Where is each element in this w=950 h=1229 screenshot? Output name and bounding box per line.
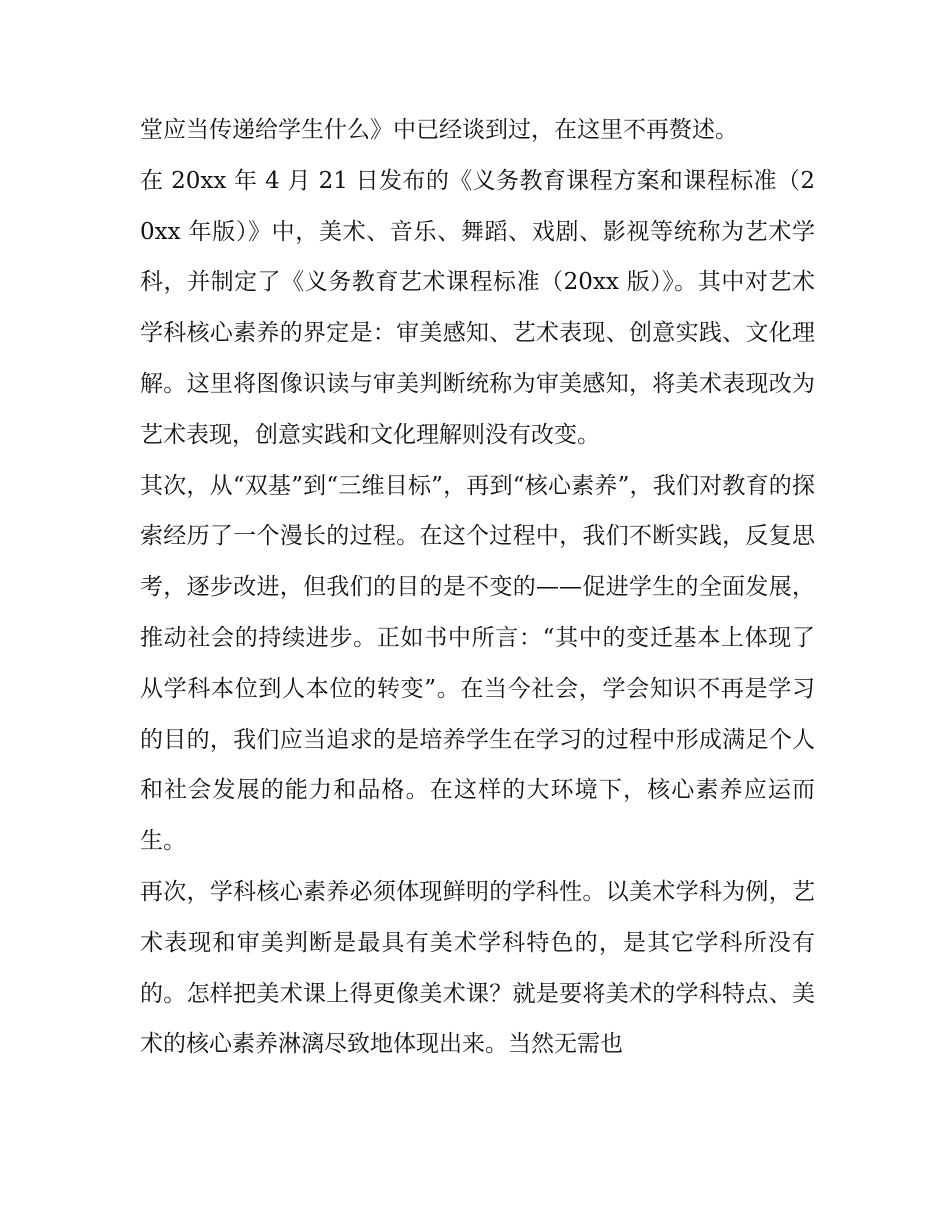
paragraph-curriculum-standard: 在 20xx 年 4 月 21 日发布的《义务教育课程方案和课程标准（20xx 年版）》中，美术、音乐、舞蹈、戏剧、影视等统称为艺术学科，并制定了《义务教育艺术课程标准（20xx 版）》。其中对艺术学科核心素养的界定是：审美感知、艺术表现、创意实践、文化理解。这里将图像识读与审美判断统称为审美感知，将美术表现改为艺术表现，创意实践和文化理解则没有改变。 — [140, 167, 815, 448]
document-body — [140, 105, 815, 1070]
paragraph-third-point: 再次，学科核心素养必须体现鲜明的学科性。以美术学科为例，艺术表现和审美判断是最具有美术学科特色的，是其它学科所没有的。怎样把美术课上得更像美术课？就是要将美术的学科特点、美术的核心素养淋漓尽致地体现出来。当然无需也 — [140, 878, 815, 1058]
paragraph-second-point: 其次，从“双基”到“三维目标”，再到“核心素养”，我们对教育的探索经历了一个漫长的过程。在这个过程中，我们不断实践，反复思考，逐步改进，但我们的目的是不变的——促进学生的全面发展，推动社会的持续进步。正如书中所言：“其中的变迁基本上体现了从学科本位到人本位的转变”。在当今社会，学会知识不再是学习的目的，我们应当追求的是培养学生在学习的过程中形成满足个人和社会发展的能力和品格。在这样的大环境下，核心素养应运而生。 — [140, 472, 815, 855]
paragraph-continuation: 堂应当传递给学生什么》中已经谈到过，在这里不再赘述。 — [140, 117, 738, 143]
